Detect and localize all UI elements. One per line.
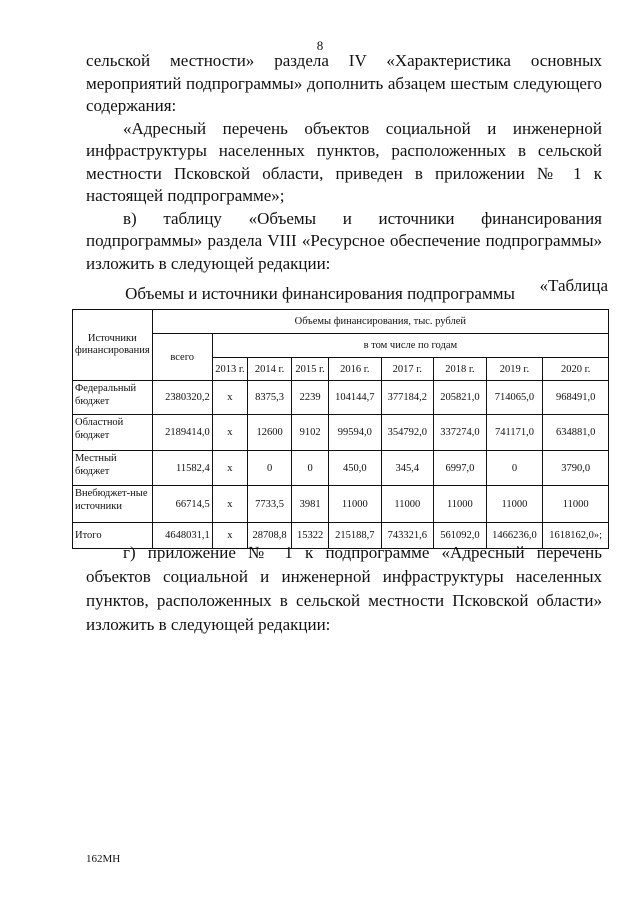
paragraph-item-v: в) таблицу «Объемы и источники финансирования подпрограммы» раздела VIII «Ресурсное обеспечение подпрограммы» изложить в следующей редакции: — [86, 208, 602, 273]
row-value: 354792,0 — [381, 415, 434, 451]
row-total: 11582,4 — [152, 451, 212, 486]
row-value: 377184,2 — [381, 381, 434, 415]
row-value: 345,4 — [381, 451, 434, 486]
row-value: 104144,7 — [329, 381, 382, 415]
row-source: Внебюджет-ные источники — [73, 486, 153, 523]
row-value: 15322 — [292, 523, 329, 549]
table-row — [73, 381, 609, 415]
year-header: 2017 г. — [381, 358, 434, 381]
row-value: 450,0 — [329, 451, 382, 486]
row-value: 0 — [292, 451, 329, 486]
row-value: 11000 — [329, 486, 382, 523]
row-value: 7733,5 — [248, 486, 292, 523]
row-value: 12600 — [248, 415, 292, 451]
row-value: 215188,7 — [329, 523, 382, 549]
row-source: Итого — [73, 523, 153, 549]
row-source: Федеральный бюджет — [73, 381, 153, 415]
row-value: 11000 — [543, 486, 609, 523]
year-header: 2013 г. — [212, 358, 247, 381]
bottom-text-block — [86, 541, 602, 637]
paragraph-quote: «Адресный перечень объектов социальной и инженерной инфраструктуры населенных пунктов, расположенных в сельской местности Псковской области, приведен в приложении № 1 к настоящей подпрограмме»; — [86, 118, 602, 205]
row-value: 205821,0 — [434, 381, 487, 415]
table-label: «Таблица — [539, 276, 608, 295]
year-header: 2016 г. — [329, 358, 382, 381]
row-value: 968491,0 — [543, 381, 609, 415]
table-title: Объемы и источники финансирования подпрограммы — [125, 284, 515, 303]
row-total: 2380320,2 — [152, 381, 212, 415]
row-value: 1618162,0»; — [543, 523, 609, 549]
year-header: 2020 г. — [543, 358, 609, 381]
page-number: 8 — [316, 38, 324, 53]
row-value: 99594,0 — [329, 415, 382, 451]
row-value: 9102 — [292, 415, 329, 451]
row-value: 714065,0 — [486, 381, 543, 415]
financing-table — [72, 309, 609, 549]
year-header: 2014 г. — [248, 358, 292, 381]
row-value: 6997,0 — [434, 451, 487, 486]
row-value: 28708,8 — [248, 523, 292, 549]
row-total: 2189414,0 — [152, 415, 212, 451]
header-by-years: в том числе по годам — [212, 334, 608, 358]
row-value: 3790,0 — [543, 451, 609, 486]
row-value: 337274,0 — [434, 415, 487, 451]
row-value: x — [212, 451, 247, 486]
row-value: 11000 — [434, 486, 487, 523]
row-value: 11000 — [381, 486, 434, 523]
table-row — [73, 415, 609, 451]
header-total: всего — [152, 334, 212, 381]
row-value: x — [212, 523, 247, 549]
row-total: 4648031,1 — [152, 523, 212, 549]
year-header: 2015 г. — [292, 358, 329, 381]
row-value: 3981 — [292, 486, 329, 523]
header-volumes: Объемы финансирования, тыс. рублей — [152, 310, 608, 334]
row-value: 743321,6 — [381, 523, 434, 549]
paragraph-continuation: сельской местности» раздела IV «Характеристика основных мероприятий подпрограммы» дополнить абзацем шестым следующего содержания: — [86, 51, 602, 115]
row-value: 0 — [248, 451, 292, 486]
row-value: x — [212, 486, 247, 523]
row-value: 2239 — [292, 381, 329, 415]
table-row — [73, 486, 609, 523]
row-value: 741171,0 — [486, 415, 543, 451]
row-value: 8375,3 — [248, 381, 292, 415]
row-source: Областной бюджет — [73, 415, 153, 451]
header-source: Источники финансирования — [73, 310, 153, 381]
footer-code: 162МН — [86, 853, 121, 865]
year-header: 2018 г. — [434, 358, 487, 381]
row-source: Местный бюджет — [73, 451, 153, 486]
top-text-block — [86, 50, 608, 298]
row-total: 66714,5 — [152, 486, 212, 523]
paragraph-item-g: г) приложение № 1 к подпрограмме «Адресный перечень объектов социальной и инженерной инфраструктуры населенных пунктов, расположенных в сельской местности Псковской области» изложить в следующей редакции: — [86, 543, 602, 634]
year-header: 2019 г. — [486, 358, 543, 381]
table-row — [73, 451, 609, 486]
row-value: 634881,0 — [543, 415, 609, 451]
row-value: 1466236,0 — [486, 523, 543, 549]
row-value: x — [212, 381, 247, 415]
row-value: 0 — [486, 451, 543, 486]
row-value: 561092,0 — [434, 523, 487, 549]
row-value: x — [212, 415, 247, 451]
row-value: 11000 — [486, 486, 543, 523]
